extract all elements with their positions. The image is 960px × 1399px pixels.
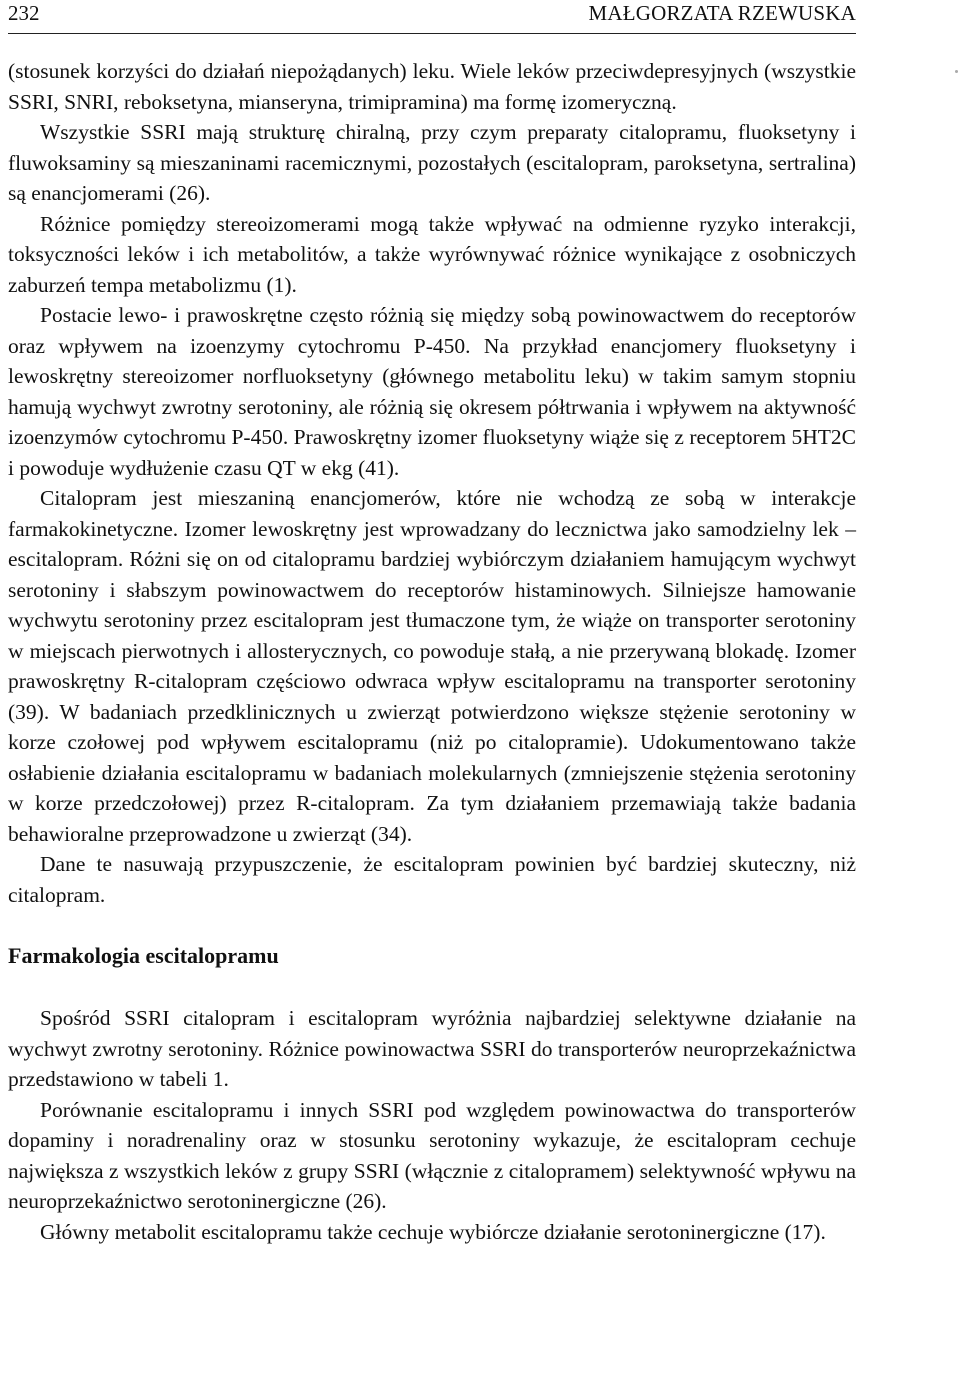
paragraph: Spośród SSRI citalopram i escitalopram wyróżnia najbardziej selektywne działanie na wychwyt zwrotny serotoniny. Różnice powinowactwa SSRI do transporterów neuroprzekaźnictwa przedstawiono w tabeli 1.	[8, 1006, 856, 1091]
paragraph: Różnice pomiędzy stereoizomerami mogą także wpływać na odmienne ryzyko interakcji, toksyczności leków i ich metabolitów, a także wyrównywać różnice wynikające z osobniczych zaburzeń tempa metabolizmu (1).	[8, 211, 856, 297]
paragraph: Główny metabolit escitalopramu także cechuje wybiórcze działanie serotoninergiczne (17).	[40, 1219, 826, 1244]
paragraph: Citalopram jest mieszaniną enancjomerów, które nie wchodzą ze sobą w interakcje farmakokinetyczne. Izomer lewoskrętny jest wprowadzany do lecznictwa jako samodzielny lek – escitalopram. Różni się on od citalopramu bardziej wybiórczym działaniem hamującym wychwyt serotoniny i słabszym powinowactwem do receptorów histaminowych. Silniejsze hamowanie wychwytu serotoniny przez escitalopram jest tłumaczone tym, że wiąże on transporter serotoniny w miejscach pierwotnych i allosterycznych, co powoduje stałą, a nie przerywaną blokadę. Izomer prawoskrętny R-citalopram częściowo odwraca wpływ escitalopramu na transporter serotoniny (39). W badaniach przedklinicznych u zwierząt potwierdzono większe stężenie serotoniny w korze czołowej pod wpływem escitalopramu (niż po citalopramie). Udokumentowano także osłabienie działania escitalopramu w badaniach molekularnych (zmniejszenie stężenia serotoniny w korze przedczołowej) przez R-citalopram. Za tym działaniem przemawiają także badania behawioralne przeprowadzone u zwierząt (34).	[8, 486, 856, 846]
page-number: 232	[8, 1, 40, 25]
paragraph: Wszystkie SSRI mają strukturę chiralną, przy czym preparaty citalopramu, fluoksetyny i fluwoksaminy są mieszaninami racemicznymi, pozostałych (escitalopram, paroksetyna, sertralina) są enancjomerami (26).	[8, 120, 856, 205]
paragraph: Dane te nasuwają przypuszczenie, że escitalopram powinien być bardziej skuteczny, niż citalopram.	[8, 852, 856, 907]
paragraph: (stosunek korzyści do działań niepożądanych) leku. Wiele leków przeciwdepresyjnych (wszystkie SSRI, SNRI, reboksetyna, mianseryna, trimipramina) ma formę izomeryczną.	[8, 59, 856, 114]
running-header	[8, 0, 856, 34]
section-heading: Farmakologia escitalopramu	[8, 943, 279, 968]
body-text	[8, 56, 856, 1247]
paragraph: Porównanie escitalopramu i innych SSRI pod względem powinowactwa do transporterów dopaminy i noradrenaliny oraz w stosunku serotoniny wykazuje, że escitalopram cechuje największa z wszystkich leków z grupy SSRI (włącznie z citalopramem) selektywność wpływu na neuroprzekaźnictwo serotoninergiczne (26).	[8, 1097, 856, 1213]
paragraph: Postacie lewo- i prawoskrętne często różnią się między sobą powinowactwem do receptorów oraz wpływem na izoenzymy cytochromu P-450. Na przykład enancjomery fluoksetyny i lewoskrętny stereoizomer norfluoksetyny (głównego metabolitu leku) w takim samym stopniu hamują wychwyt zwrotny serotoniny, ale różnią się okresem półtrwania i wpływem na aktywność izoenzymów cytochromu P-450. Prawoskrętny izomer fluoksetyny wiąże się z receptorem 5HT2C i powoduje wydłużenie czasu QT w ekg (41).	[8, 303, 856, 480]
scan-speck	[955, 70, 958, 73]
running-head-author: MAŁGORZATA RZEWUSKA	[588, 1, 856, 25]
